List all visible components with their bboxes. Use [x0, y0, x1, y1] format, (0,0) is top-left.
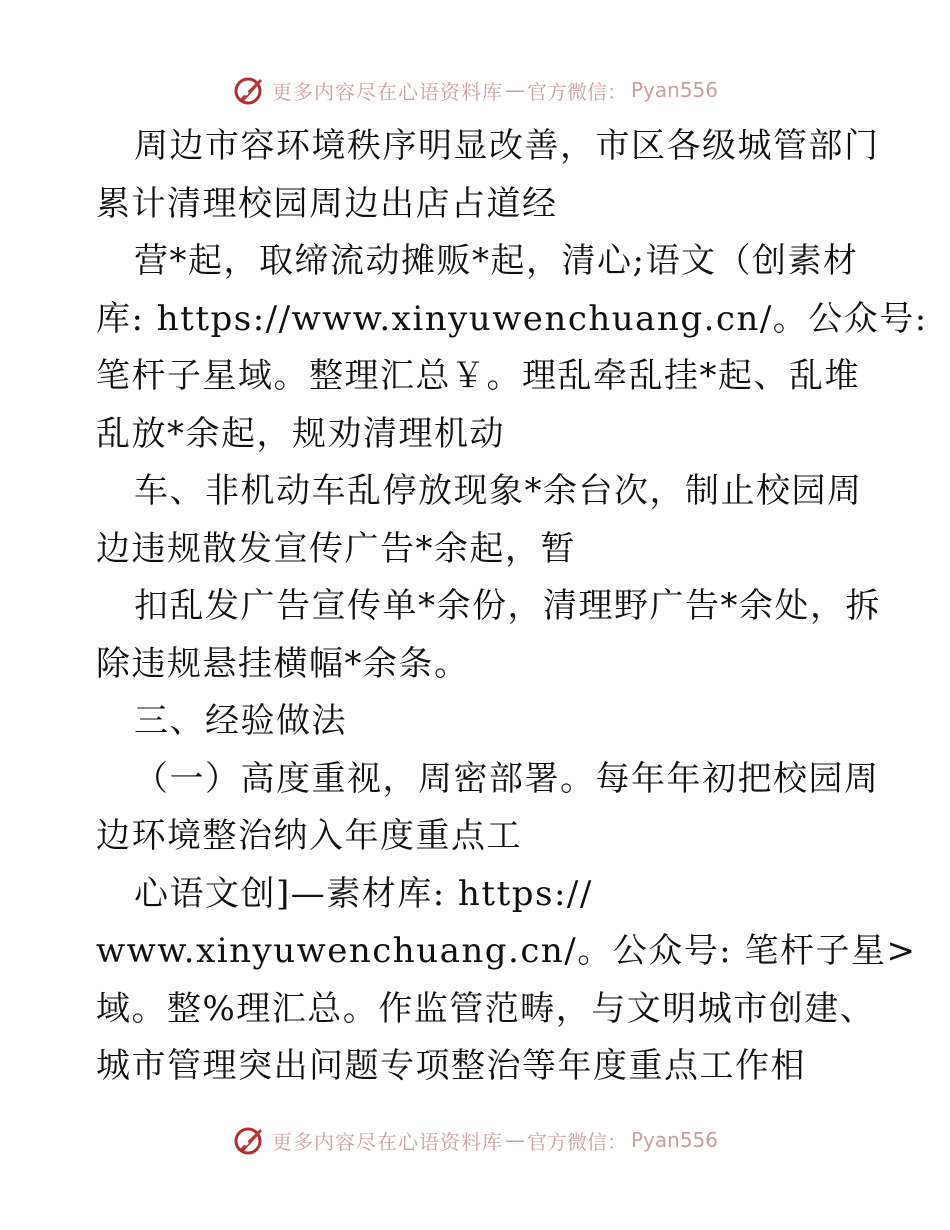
watermark-label: 官方微信： [526, 79, 627, 104]
text-line: 城市管理突出问题专项整治等年度重点工作相 [96, 1046, 806, 1086]
text-line: 车、非机动车乱停放现象*余台次，制止校园周 [134, 471, 863, 511]
text-line: www.xinyuwenchuang.cn/。公众号: 笔杆子星> [96, 931, 917, 971]
watermark-label: 官方微信： [526, 1129, 627, 1154]
text-line: 除违规悬挂横幅*余条。 [96, 643, 470, 684]
text-line: 累计清理校园周边出店占道经 [96, 183, 558, 224]
document-body [96, 118, 928, 1096]
quill-logo-icon [232, 73, 266, 107]
text-line: 笔杆子星域。整理汇总￥。理乱牵乱挂*起、乱堆 [96, 356, 860, 396]
text-line: 营*起，取缔流动摊贩*起，清心;语文（创素材 [134, 241, 859, 281]
footer-watermark [0, 1120, 950, 1160]
watermark-text: 更多内容尽在心语资料库 [271, 1129, 503, 1154]
text-line: 域。整%理汇总。作监管范畴，与文明城市创建、 [96, 988, 876, 1029]
watermark-separator: — [504, 1128, 525, 1152]
watermark-text: 更多内容尽在心语资料库 [271, 79, 503, 104]
watermark-wechat-id: Pyan556 [630, 1128, 718, 1152]
text-line: 心语文创]—素材库: https:// [134, 873, 593, 914]
text-line: 库: https://www.xinyuwenchuang.cn/。公众号: [96, 298, 928, 339]
section-heading: 三、经验做法 [134, 701, 347, 741]
text-line: 边违规散发宣传广告*余起，暂 [96, 528, 576, 569]
text-line: 乱放*余起，规劝清理机动 [96, 413, 505, 454]
text-line: 扣乱发广告宣传单*余份，清理野广告*余处，拆 [134, 586, 881, 626]
text-line: 边环境整治纳入年度重点工 [96, 816, 522, 856]
quill-logo-icon [232, 1123, 266, 1157]
text-line: （一）高度重视，周密部署。每年年初把校园周 [134, 758, 880, 799]
text-line: 周边市容环境秩序明显改善，市区各级城管部门 [134, 126, 880, 166]
watermark-separator: — [504, 78, 525, 102]
header-watermark [0, 70, 950, 110]
watermark-wechat-id: Pyan556 [630, 78, 718, 102]
